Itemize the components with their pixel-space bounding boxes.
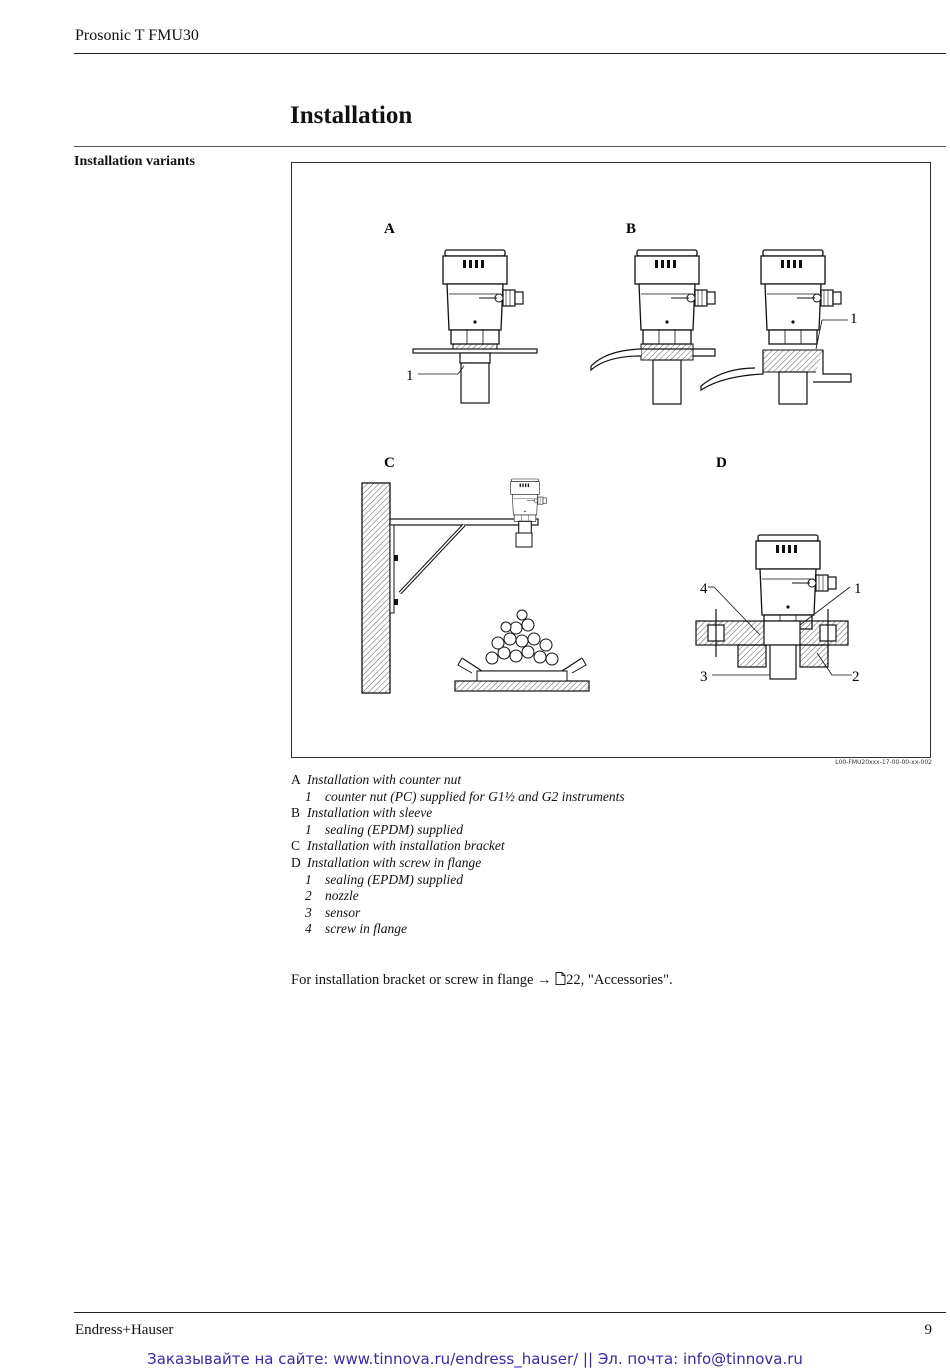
label-d: D bbox=[716, 455, 727, 471]
label-b: B bbox=[626, 221, 637, 237]
legend-subitem bbox=[291, 822, 625, 839]
legend-key: D bbox=[291, 854, 301, 870]
note-text: For installation bracket or screw in flange bbox=[291, 972, 534, 988]
legend-subtext: nozzle bbox=[325, 888, 359, 904]
page-title: Installation bbox=[290, 102, 413, 129]
callout-d1: 1 bbox=[854, 581, 862, 597]
arrow-icon: → bbox=[537, 972, 552, 988]
note-ref: , "Accessories". bbox=[580, 972, 673, 988]
legend-num: 1 bbox=[305, 821, 312, 837]
legend-subitem bbox=[291, 905, 625, 922]
header-rule bbox=[74, 53, 946, 54]
page-icon bbox=[555, 972, 566, 985]
legend-subtext: sealing (EPDM) supplied bbox=[325, 821, 463, 837]
promo-banner[interactable]: Заказывайте на сайте: www.tinnova.ru/endress_hauser/ || Эл. почта: info@tinnova.ru bbox=[147, 1350, 803, 1368]
figure-id-code: L00-FMU20xxx-17-00-00-xx-002 bbox=[835, 759, 932, 766]
legend-num: 4 bbox=[305, 921, 312, 937]
legend-num: 1 bbox=[305, 871, 312, 887]
legend-subitem bbox=[291, 789, 625, 806]
callout-d2: 2 bbox=[852, 669, 860, 685]
legend-text: Installation with counter nut bbox=[307, 772, 462, 787]
legend-subtext: screw in flange bbox=[325, 921, 407, 937]
legend-item bbox=[291, 838, 625, 855]
installation-figure bbox=[291, 162, 931, 758]
legend-text: Installation with installation bracket bbox=[307, 838, 505, 854]
legend-text: Installation with screw in flange bbox=[307, 854, 482, 870]
section-rule bbox=[74, 146, 946, 147]
callout-a1: 1 bbox=[406, 368, 414, 384]
installation-drawing bbox=[292, 163, 932, 759]
label-a: A bbox=[384, 221, 395, 237]
legend-num: 1 bbox=[305, 788, 312, 804]
page-number: 9 bbox=[924, 1322, 932, 1338]
cross-reference-note bbox=[291, 972, 673, 989]
legend-num: 2 bbox=[305, 888, 312, 904]
footer-brand: Endress+Hauser bbox=[75, 1322, 174, 1338]
header-product: Prosonic T FMU30 bbox=[75, 27, 199, 44]
label-c: C bbox=[384, 455, 395, 471]
figure-legend bbox=[291, 772, 625, 938]
legend-item bbox=[291, 772, 625, 789]
legend-subitem bbox=[291, 888, 625, 905]
legend-subitem bbox=[291, 872, 625, 889]
callout-d4: 4 bbox=[700, 581, 708, 597]
legend-text: Installation with sleeve bbox=[307, 805, 433, 821]
legend-key: B bbox=[291, 805, 301, 821]
legend-item bbox=[291, 805, 625, 822]
side-heading: Installation variants bbox=[74, 154, 195, 169]
callout-d3: 3 bbox=[700, 669, 708, 685]
legend-subitem bbox=[291, 921, 625, 938]
footer-rule bbox=[74, 1312, 946, 1313]
legend-key: A bbox=[291, 772, 301, 787]
legend-item bbox=[291, 855, 625, 872]
legend-subtext: sensor bbox=[325, 904, 361, 920]
legend-key: C bbox=[291, 838, 301, 854]
legend-num: 3 bbox=[305, 904, 312, 920]
page-reference-link[interactable]: 22 bbox=[566, 972, 581, 988]
callout-b1: 1 bbox=[850, 311, 858, 327]
legend-subtext: counter nut (PC) supplied for G1½ and G2 instruments bbox=[325, 788, 625, 804]
legend-subtext: sealing (EPDM) supplied bbox=[325, 871, 463, 887]
